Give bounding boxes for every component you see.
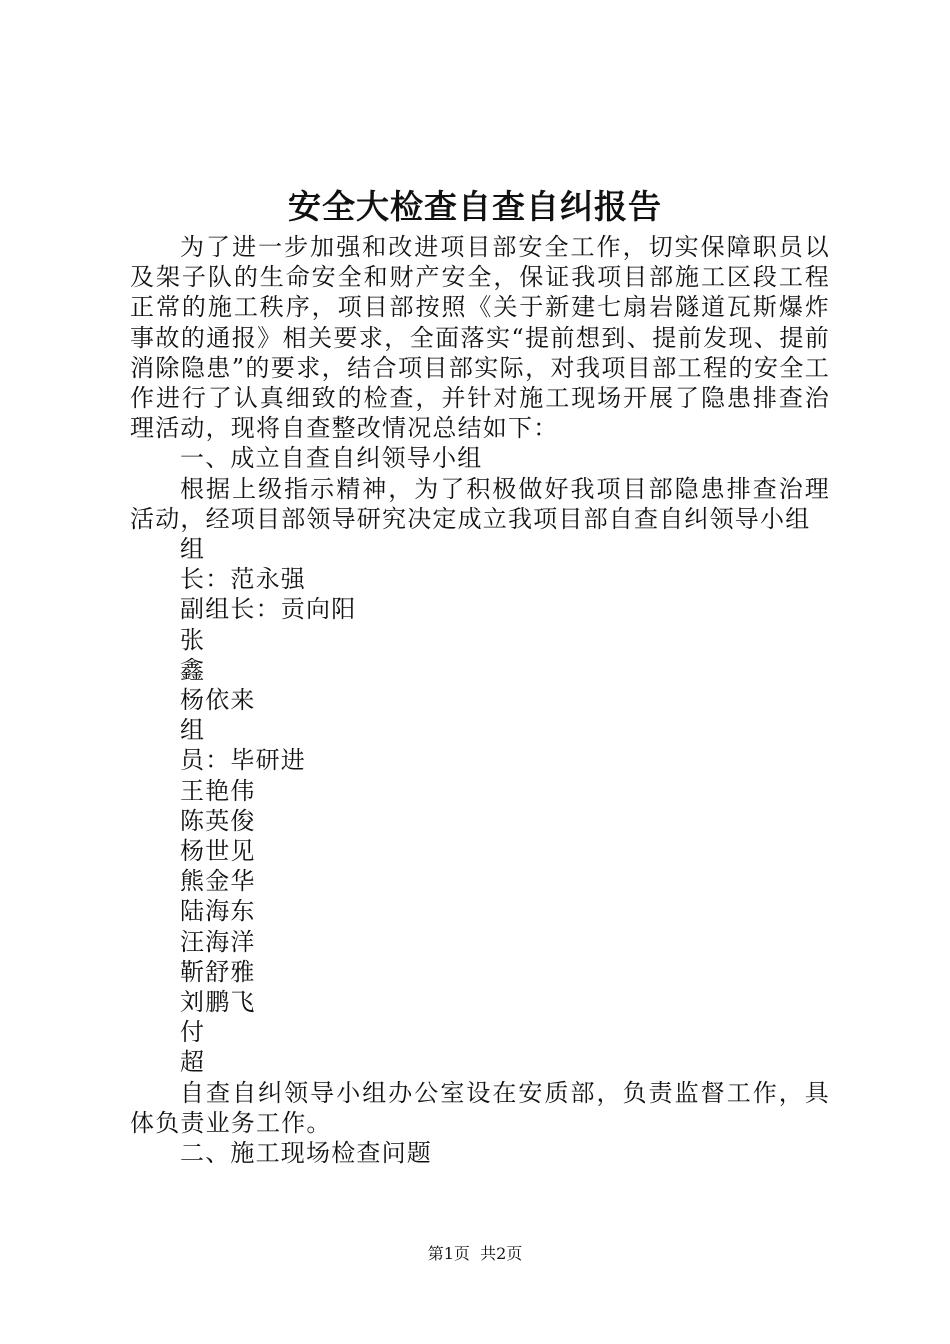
member-line: 汪海洋: [180, 927, 256, 956]
document-body: [130, 232, 830, 1168]
member-line: 长：范永强: [180, 565, 306, 594]
office-paragraph: 自查自纠领导小组办公室设在安质部，负责监督工作，具体负责业务工作。: [130, 1078, 830, 1137]
page-footer: [0, 1243, 950, 1265]
section-heading-1: 一、成立自查自纠领导小组: [180, 444, 483, 473]
member-line: 陆海东: [180, 897, 256, 926]
footer-spacer: [470, 1244, 480, 1263]
section-heading-2: 二、施工现场检查问题: [180, 1139, 432, 1168]
intro-paragraph: 为了进一步加强和改进项目部安全工作，切实保障职员以及架子队的生命安全和财产安全，保证我项目部施工区段工程正常的施工秩序，项目部按照《关于新建七扇岩隧道瓦斯爆炸事故的通报》相关要求，全面落实“提前想到、提前发现、提前消除隐患”的要求，结合项目部实际，对我项目部工程的安全工作进行了认真细致的检查，并针对施工现场开展了隐患排查治理活动，现将自查整改情况总结如下：: [130, 233, 830, 443]
page-number: 第1页: [427, 1244, 470, 1263]
document-title: 安全大检查自查自纠报告: [288, 187, 662, 226]
member-line: 鑫: [180, 655, 206, 684]
member-line: 刘鹏飞: [180, 988, 256, 1017]
member-line: 张: [180, 625, 206, 654]
member-line: 员：毕研进: [180, 746, 306, 775]
member-line: 王艳伟: [180, 776, 256, 805]
member-line: 杨依来: [180, 686, 256, 715]
member-line: 付: [180, 1018, 206, 1047]
member-line: 杨世见: [180, 837, 256, 866]
member-line: 组: [180, 716, 206, 745]
page-total: 共2页: [480, 1244, 523, 1263]
member-line: 靳舒雅: [180, 957, 256, 986]
section-1-paragraph: 根据上级指示精神，为了积极做好我项目部隐患排查治理活动，经项目部领导研究决定成立我项目部自查自纠领导小组: [130, 474, 830, 533]
member-line: 熊金华: [180, 867, 256, 896]
member-line: 组: [180, 535, 206, 564]
member-line: 副组长：贡向阳: [180, 595, 357, 624]
member-line: 超: [180, 1048, 206, 1077]
member-line: 陈英俊: [180, 806, 256, 835]
